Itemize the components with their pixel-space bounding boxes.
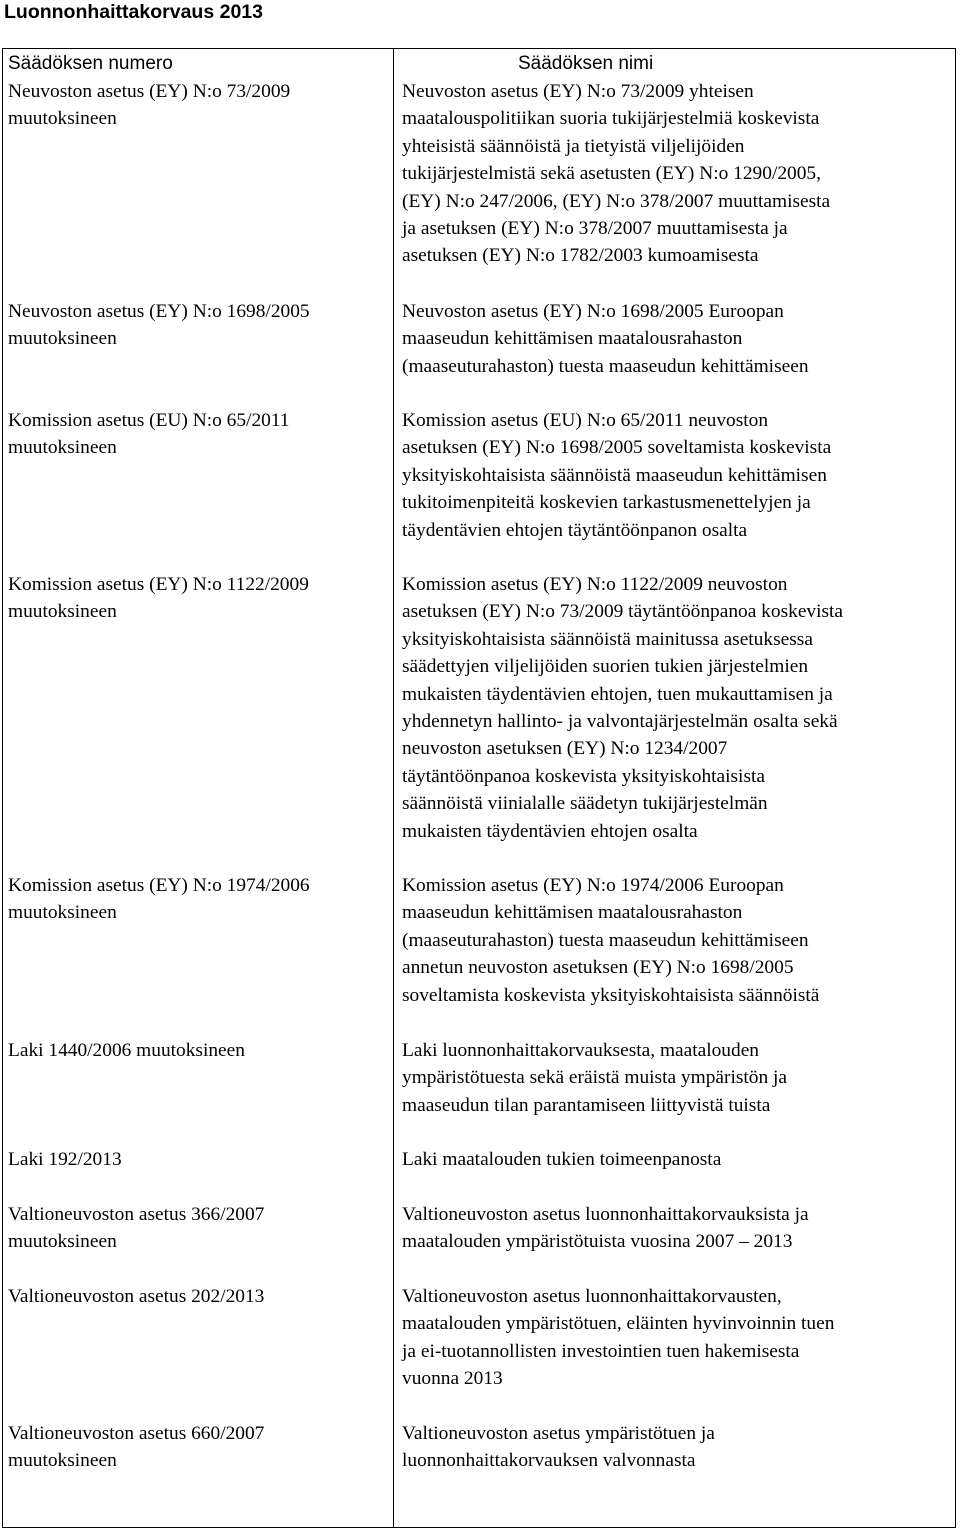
row-1-name: Neuvoston asetus (EY) N:o 73/2009 yhteisen maatalouspolitiikan suoria tukijärjestelmiä koskevista yhteisistä säännöistä ja tietyistä viljelijöiden tukijärjestelmistä sekä asetusten (EY) N:o 1290/2005, (EY) N:o 247/2006, (EY) N:o 378/2007 muuttamisesta ja asetuksen (EY) N:o 378/2007 muuttamisesta ja asetuksen (EY) N:o 1782/2003 kumoamisesta xyxy=(402,81,831,267)
row-6-name: Laki luonnonhaittakorvauksesta, maatalouden ympäristötuesta sekä eräistä muista ympäristön ja maaseudun tilan parantamiseen liittyvistä tuista xyxy=(402,1040,788,1116)
row-8-number: Valtioneuvoston asetus 366/2007 muutoksineen xyxy=(8,1204,265,1253)
row-4-name: Komission asetus (EY) N:o 1122/2009 neuvoston asetuksen (EY) N:o 73/2009 täytäntöönpanoa koskevista yksityiskohtaisista säännöistä mainitussa asetuksessa säädettyjen viljelijöiden suorien tukien järjestelmien mukaisten täydentävien ehtojen, tuen mukauttamisen ja yhdennetyn hallinto- ja valvontajärjestelmän osalta sekä neuvoston asetuksen (EY) N:o 1234/2007 täytäntöönpanoa koskevista yksityiskohtaisista säännöistä viinialalle säädetyn tukijärjestelmän mukaisten täydentävien ehtojen osalta xyxy=(402,574,844,842)
row-2-number: Neuvoston asetus (EY) N:o 1698/2005 muutoksineen xyxy=(8,301,310,350)
row-2-name: Neuvoston asetus (EY) N:o 1698/2005 Euroopan maaseudun kehittämisen maatalousrahaston (maaseuturahaston) tuesta maaseudun kehittämiseen xyxy=(402,301,809,377)
row-8-name: Valtioneuvoston asetus luonnonhaittakorvauksista ja maatalouden ympäristötuista vuosina 2007 – 2013 xyxy=(402,1204,809,1253)
row-9-number: Valtioneuvoston asetus 202/2013 xyxy=(8,1286,265,1307)
row-1-number: Neuvoston asetus (EY) N:o 73/2009 muutoksineen xyxy=(8,81,291,130)
row-6-number: Laki 1440/2006 muutoksineen xyxy=(8,1040,245,1061)
document-title: Luonnonhaittakorvaus 2013 xyxy=(4,1,263,23)
row-4-number: Komission asetus (EY) N:o 1122/2009 muutoksineen xyxy=(8,574,309,623)
column-header-number: Säädöksen numero xyxy=(8,53,173,74)
row-10-number: Valtioneuvoston asetus 660/2007 muutoksineen xyxy=(8,1423,265,1472)
row-9-name: Valtioneuvoston asetus luonnonhaittakorvausten, maatalouden ympäristötuen, eläinten hyvinvoinnin tuen ja ei-tuotannollisten investointien tuen hakemisesta vuonna 2013 xyxy=(402,1286,835,1390)
row-10-name: Valtioneuvoston asetus ympäristötuen ja luonnonhaittakorvauksen valvonnasta xyxy=(402,1423,715,1472)
row-3-name: Komission asetus (EU) N:o 65/2011 neuvoston asetuksen (EY) N:o 1698/2005 soveltamista koskevista yksityiskohtaisista säännöistä maaseudun kehittämisen tukitoimenpiteitä koskevien tarkastusmenettelyjen ja täydentävien ehtojen täytäntöönpanon osalta xyxy=(402,410,832,541)
row-5-name: Komission asetus (EY) N:o 1974/2006 Euroopan maaseudun kehittämisen maatalousrahaston (maaseuturahaston) tuesta maaseudun kehittämiseen annetun neuvoston asetuksen (EY) N:o 1698/2005 soveltamista koskevista yksityiskohtaisista säännöistä xyxy=(402,875,820,1006)
column-divider xyxy=(393,48,394,1528)
row-7-number: Laki 192/2013 xyxy=(8,1149,122,1170)
column-header-name: Säädöksen nimi xyxy=(518,53,654,74)
row-3-number: Komission asetus (EU) N:o 65/2011 muutoksineen xyxy=(8,410,290,459)
row-5-number: Komission asetus (EY) N:o 1974/2006 muutoksineen xyxy=(8,875,310,924)
row-7-name: Laki maatalouden tukien toimeenpanosta xyxy=(402,1149,722,1170)
